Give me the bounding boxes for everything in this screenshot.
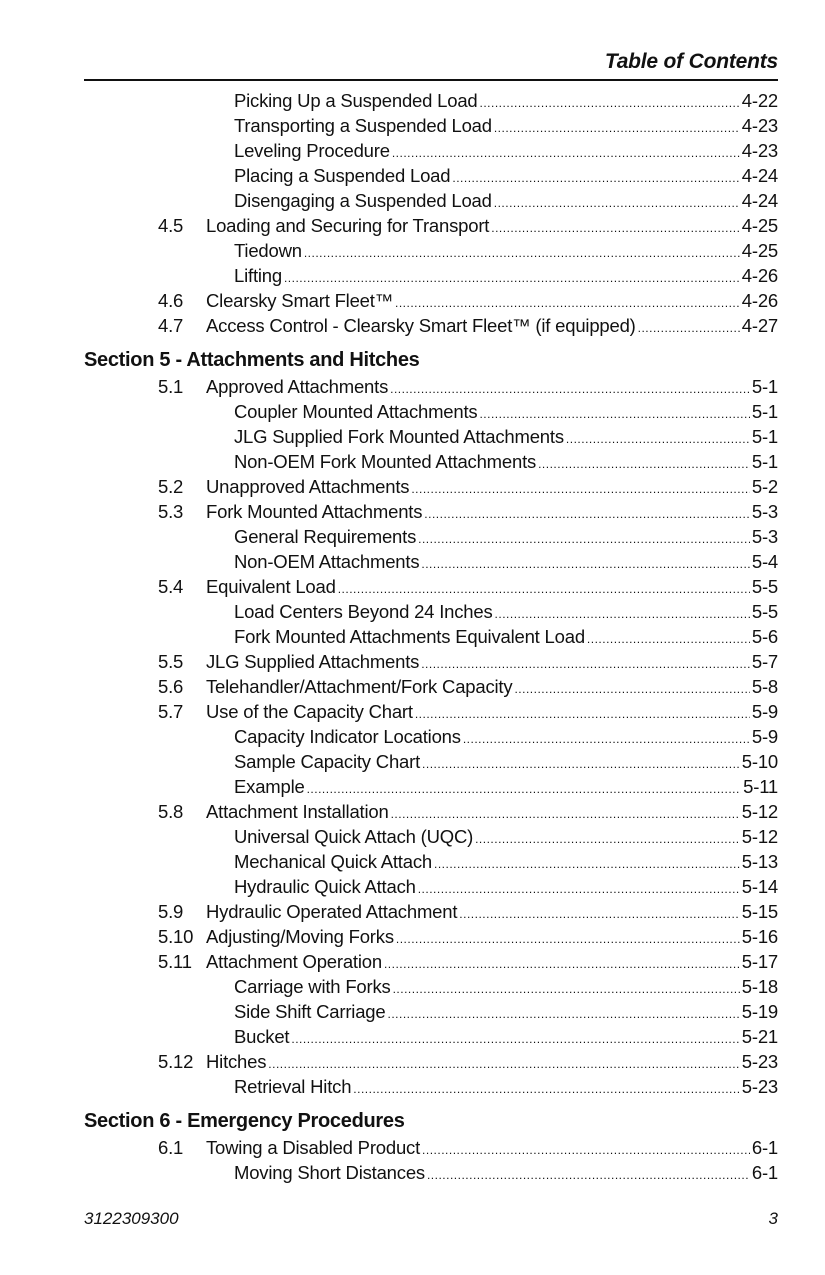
toc-entry-page: 5-1 (751, 401, 778, 422)
dot-leader (284, 272, 740, 284)
header-rule (84, 79, 778, 81)
toc-entry[interactable] (84, 1024, 778, 1049)
toc-entry-title: Clearsky Smart Fleet™ (206, 290, 394, 311)
toc-entry-title: Attachment Operation (206, 951, 382, 972)
toc-entry-page: 5-17 (741, 951, 778, 972)
toc-entry-page: 5-1 (751, 376, 778, 397)
toc-entry-title: Bucket (234, 1026, 290, 1047)
dot-leader (491, 222, 740, 234)
toc-entry[interactable] (84, 88, 778, 113)
toc-entry-page: 5-23 (741, 1076, 778, 1097)
dot-leader (480, 97, 740, 109)
dot-leader (422, 758, 740, 770)
dot-leader (353, 1083, 739, 1095)
toc-entry-page: 5-11 (743, 776, 778, 797)
toc-entry[interactable] (84, 313, 778, 338)
toc-entry-page: 5-3 (751, 501, 778, 522)
toc-entry[interactable] (84, 474, 778, 499)
toc-entry[interactable] (84, 649, 778, 674)
toc-entry[interactable] (84, 999, 778, 1024)
toc-entry-number: 5.3 (158, 501, 184, 522)
table-of-contents (84, 88, 778, 1185)
toc-entry-page: 5-7 (751, 651, 778, 672)
toc-entry[interactable] (84, 849, 778, 874)
toc-entry[interactable] (84, 374, 778, 399)
toc-entry[interactable] (84, 974, 778, 999)
dot-leader (390, 383, 750, 395)
toc-entry[interactable] (84, 399, 778, 424)
toc-entry[interactable] (84, 624, 778, 649)
toc-entry-page: 5-12 (741, 801, 778, 822)
toc-entry-title: Leveling Procedure (234, 140, 390, 161)
toc-entry-number: 4.6 (158, 290, 184, 311)
dot-leader (495, 608, 750, 620)
toc-entry-page: 6-1 (751, 1137, 778, 1158)
toc-entry-page: 4-27 (741, 315, 778, 336)
toc-entry-title: Telehandler/Attachment/Fork Capacity (206, 676, 513, 697)
toc-entry[interactable] (84, 263, 778, 288)
toc-entry-title: Unapproved Attachments (206, 476, 410, 497)
dot-leader (393, 983, 740, 995)
toc-entry-number: 5.8 (158, 801, 184, 822)
toc-entry-page: 4-25 (741, 240, 778, 261)
dot-leader (395, 297, 740, 309)
toc-entry-number: 5.7 (158, 701, 184, 722)
toc-entry[interactable] (84, 574, 778, 599)
toc-entry[interactable] (84, 449, 778, 474)
section-heading: Section 6 - Emergency Procedures (84, 1110, 405, 1132)
toc-entry-number: 5.10 (158, 926, 194, 947)
dot-leader (475, 833, 740, 845)
page-header-title: Table of Contents (604, 50, 778, 73)
toc-entry-number: 5.6 (158, 676, 184, 697)
toc-entry-title: Sample Capacity Chart (234, 751, 421, 772)
toc-entry-page: 4-24 (741, 165, 778, 186)
toc-entry-title: Coupler Mounted Attachments (234, 401, 478, 422)
toc-entry[interactable] (84, 949, 778, 974)
toc-entry-title: Towing a Disabled Product (206, 1137, 421, 1158)
toc-entry[interactable] (84, 524, 778, 549)
toc-entry-title: Fork Mounted Attachments (206, 501, 423, 522)
dot-leader (396, 933, 740, 945)
toc-entry-page: 5-1 (751, 451, 778, 472)
toc-entry-title: Adjusting/Moving Forks (206, 926, 394, 947)
dot-leader (422, 1144, 750, 1156)
toc-entry-page: 5-6 (751, 626, 778, 647)
toc-entry-title: Tiedown (234, 240, 302, 261)
toc-entry-page: 5-18 (741, 976, 778, 997)
dot-leader (587, 633, 750, 645)
toc-entry-page: 5-5 (751, 601, 778, 622)
toc-entry[interactable] (84, 1160, 778, 1185)
toc-entry-page: 4-26 (741, 265, 778, 286)
toc-entry[interactable] (84, 188, 778, 213)
toc-entry-number: 5.4 (158, 576, 184, 597)
toc-entry-title: Loading and Securing for Transport (206, 215, 490, 236)
toc-entry-page: 5-21 (741, 1026, 778, 1047)
dot-leader (452, 172, 739, 184)
dot-leader (411, 483, 750, 495)
dot-leader (479, 408, 749, 420)
toc-entry-page: 4-23 (741, 140, 778, 161)
toc-entry-number: 5.1 (158, 376, 184, 397)
toc-entry-title: Hydraulic Quick Attach (234, 876, 416, 897)
toc-entry-page: 5-4 (751, 551, 778, 572)
toc-entry-number: 5.5 (158, 651, 184, 672)
toc-entry[interactable] (84, 674, 778, 699)
toc-entry-page: 5-9 (751, 726, 778, 747)
toc-entry-title: Non-OEM Fork Mounted Attachments (234, 451, 537, 472)
toc-entry-title: Placing a Suspended Load (234, 165, 451, 186)
dot-leader (434, 858, 740, 870)
toc-entry-title: JLG Supplied Attachments (206, 651, 420, 672)
toc-entry-number: 5.11 (158, 951, 192, 972)
toc-entry[interactable] (84, 238, 778, 263)
toc-entry[interactable] (84, 213, 778, 238)
toc-entry-page: 4-26 (741, 290, 778, 311)
toc-entry-page: 5-1 (751, 426, 778, 447)
toc-entry[interactable] (84, 499, 778, 524)
toc-entry[interactable] (84, 138, 778, 163)
toc-entry-page: 5-2 (751, 476, 778, 497)
toc-entry[interactable] (84, 799, 778, 824)
dot-leader (424, 508, 750, 520)
toc-entry-title: Attachment Installation (206, 801, 389, 822)
toc-entry[interactable] (84, 1074, 778, 1099)
dot-leader (392, 147, 740, 159)
toc-entry-title: Transporting a Suspended Load (234, 115, 492, 136)
toc-entry-page: 5-16 (741, 926, 778, 947)
toc-entry-page: 5-19 (741, 1001, 778, 1022)
toc-entry-title: Example (234, 776, 305, 797)
dot-leader (463, 733, 750, 745)
toc-entry-title: Mechanical Quick Attach (234, 851, 432, 872)
dot-leader (494, 197, 740, 209)
dot-leader (538, 458, 750, 470)
dot-leader (638, 322, 740, 334)
toc-entry-page: 4-24 (741, 190, 778, 211)
dot-leader (566, 433, 750, 445)
dot-leader (304, 247, 740, 259)
toc-entry[interactable] (84, 774, 778, 799)
toc-entry[interactable] (84, 599, 778, 624)
toc-entry-title: Picking Up a Suspended Load (234, 90, 478, 111)
dot-leader (307, 783, 742, 795)
dot-leader (418, 883, 740, 895)
toc-entry[interactable] (84, 874, 778, 899)
toc-entry-title: Moving Short Distances (234, 1162, 425, 1183)
toc-entry-title: Lifting (234, 265, 282, 286)
section-heading: Section 5 - Attachments and Hitches (84, 349, 420, 371)
toc-entry-page: 6-1 (751, 1162, 778, 1183)
toc-entry-title: Retrieval Hitch (234, 1076, 352, 1097)
toc-entry-page: 5-12 (741, 826, 778, 847)
toc-entry-number: 6.1 (158, 1137, 184, 1158)
toc-entry[interactable] (84, 163, 778, 188)
dot-leader (421, 658, 750, 670)
toc-entry-title: Load Centers Beyond 24 Inches (234, 601, 493, 622)
dot-leader (387, 1008, 739, 1020)
toc-entry-page: 5-15 (741, 901, 778, 922)
dot-leader (418, 533, 750, 545)
toc-entry-title: Hitches (206, 1051, 267, 1072)
toc-entry-number: 4.7 (158, 315, 184, 336)
toc-entry-title: Non-OEM Attachments (234, 551, 420, 572)
toc-entry-page: 4-25 (741, 215, 778, 236)
toc-entry-page: 5-9 (751, 701, 778, 722)
toc-entry[interactable] (84, 1135, 778, 1160)
toc-entry[interactable] (84, 699, 778, 724)
toc-entry-title: Disengaging a Suspended Load (234, 190, 492, 211)
dot-leader (421, 558, 749, 570)
toc-entry-title: Fork Mounted Attachments Equivalent Load (234, 626, 585, 647)
toc-entry-page: 5-13 (741, 851, 778, 872)
dot-leader (494, 122, 740, 134)
document-number: 3122309300 (84, 1209, 179, 1228)
toc-entry-title: Approved Attachments (206, 376, 389, 397)
toc-entry-number: 4.5 (158, 215, 184, 236)
toc-entry-title: Universal Quick Attach (UQC) (234, 826, 474, 847)
toc-entry-page: 5-5 (751, 576, 778, 597)
toc-entry-number: 5.12 (158, 1051, 194, 1072)
toc-entry[interactable] (84, 724, 778, 749)
dot-leader (459, 908, 739, 920)
toc-entry-title: Carriage with Forks (234, 976, 391, 997)
toc-entry[interactable] (84, 824, 778, 849)
toc-entry-page: 4-23 (741, 115, 778, 136)
dot-leader (514, 683, 749, 695)
toc-entry-page: 5-14 (741, 876, 778, 897)
dot-leader (384, 958, 740, 970)
dot-leader (427, 1169, 750, 1181)
toc-entry-page: 5-10 (741, 751, 778, 772)
page-number: 3 (768, 1209, 778, 1228)
dot-leader (415, 708, 750, 720)
toc-entry-number: 5.9 (158, 901, 184, 922)
toc-entry-page: 5-3 (751, 526, 778, 547)
toc-entry-title: General Requirements (234, 526, 417, 547)
toc-entry[interactable] (84, 549, 778, 574)
toc-entry-title: Hydraulic Operated Attachment (206, 901, 458, 922)
dot-leader (291, 1033, 739, 1045)
toc-entry-title: Side Shift Carriage (234, 1001, 386, 1022)
dot-leader (338, 583, 750, 595)
toc-entry[interactable] (84, 924, 778, 949)
dot-leader (391, 808, 740, 820)
toc-entry[interactable] (84, 749, 778, 774)
dot-leader (268, 1058, 739, 1070)
toc-entry[interactable] (84, 288, 778, 313)
toc-entry-title: Capacity Indicator Locations (234, 726, 461, 747)
toc-entry-number: 5.2 (158, 476, 184, 497)
toc-entry-title: Equivalent Load (206, 576, 336, 597)
toc-entry[interactable] (84, 424, 778, 449)
toc-entry-title: Use of the Capacity Chart (206, 701, 413, 722)
toc-entry-page: 4-22 (741, 90, 778, 111)
toc-entry-page: 5-8 (751, 676, 778, 697)
toc-entry-title: JLG Supplied Fork Mounted Attachments (234, 426, 564, 447)
toc-entry-title: Access Control - Clearsky Smart Fleet™ (if equipped) (206, 315, 636, 336)
toc-entry[interactable] (84, 1049, 778, 1074)
toc-entry[interactable] (84, 113, 778, 138)
toc-entry[interactable] (84, 899, 778, 924)
toc-entry-page: 5-23 (741, 1051, 778, 1072)
